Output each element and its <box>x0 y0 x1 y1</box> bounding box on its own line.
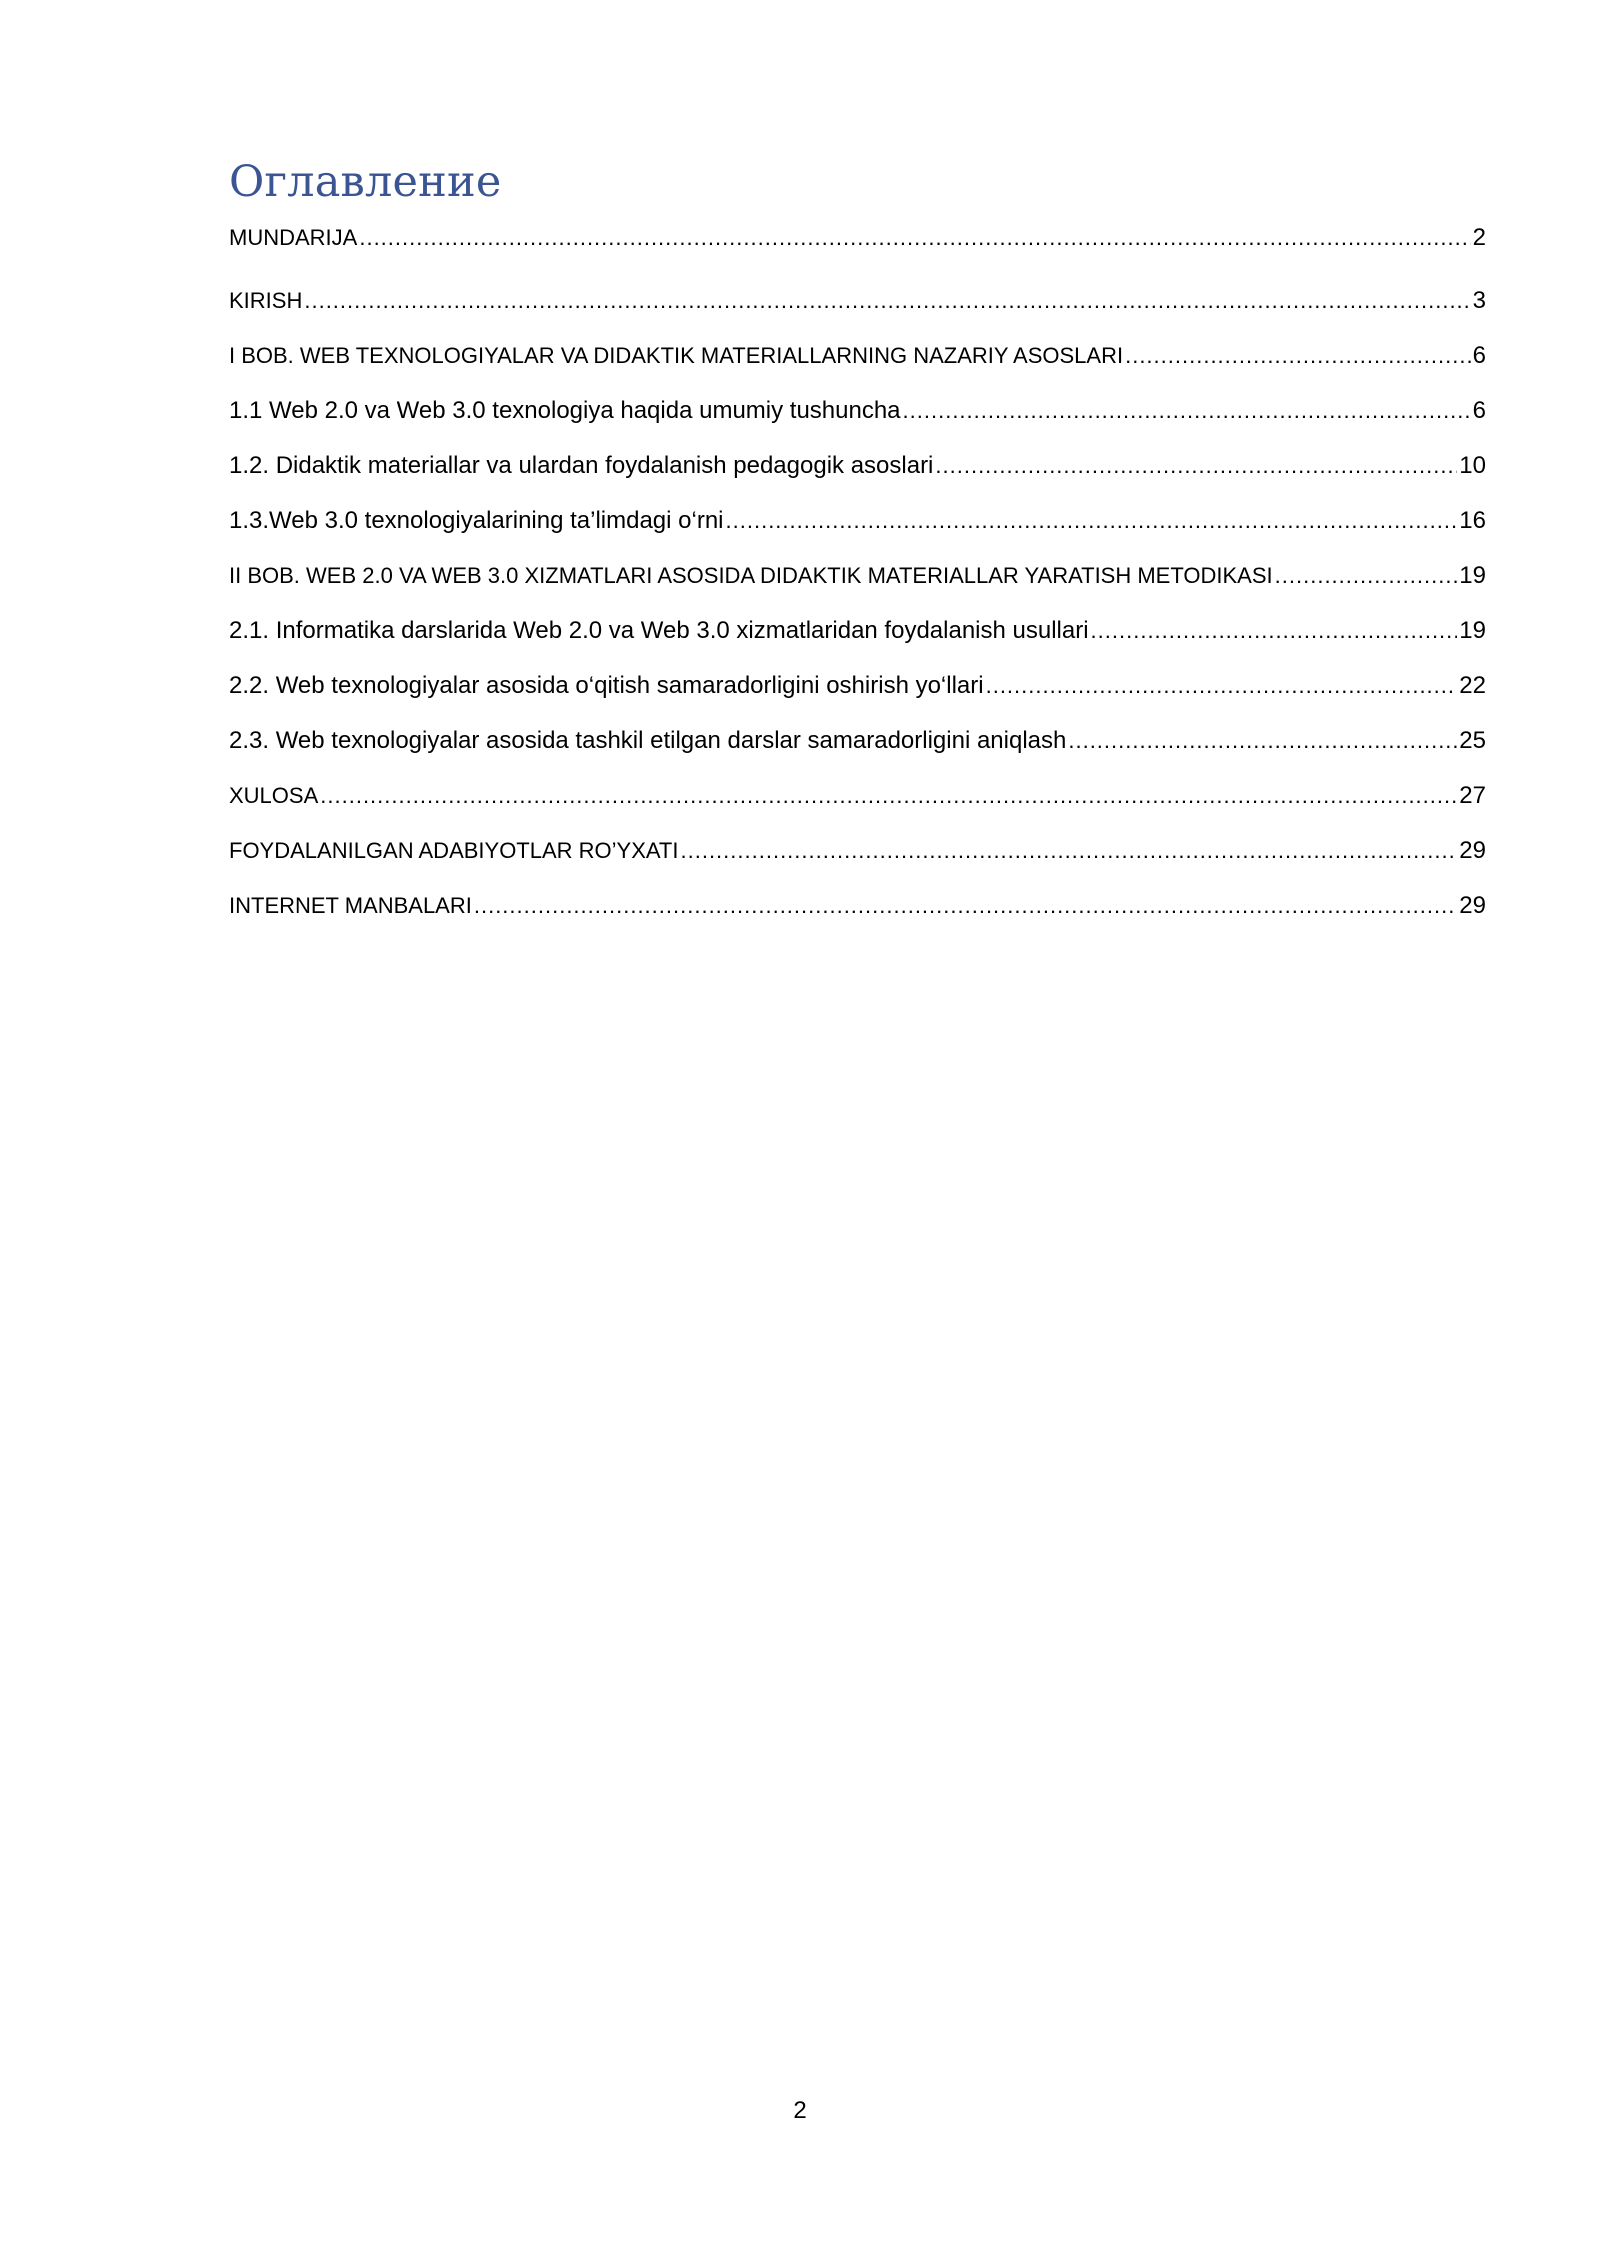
toc-entry-page: 29 <box>1459 892 1486 919</box>
toc-entry-page: 6 <box>1472 397 1486 424</box>
toc-list <box>229 218 1486 933</box>
toc-entry-page: 27 <box>1459 782 1486 809</box>
toc-entry-text: FOYDALANILGAN ADABIYOTLAR RO’YXATI <box>229 838 679 863</box>
toc-entry-section-1-1[interactable] <box>229 383 1486 438</box>
toc-entry-section-2-2[interactable] <box>229 658 1486 713</box>
table-of-contents <box>229 152 1486 933</box>
toc-entry-page: 2 <box>1472 224 1486 251</box>
toc-dot-leader <box>320 768 1457 823</box>
toc-entry-chapter-2[interactable] <box>229 548 1486 603</box>
toc-entry-mundarija[interactable] <box>229 218 1486 258</box>
toc-dot-leader <box>986 658 1458 713</box>
toc-entry-text: MUNDARIJA <box>229 225 358 250</box>
toc-entry-page: 6 <box>1472 342 1486 369</box>
toc-entry-text: 1.1 Web 2.0 va Web 3.0 texnologiya haqida umumiy tushuncha <box>229 397 901 424</box>
toc-entry-page: 22 <box>1459 672 1486 699</box>
toc-entry-page: 3 <box>1472 287 1486 314</box>
page-number: 2 <box>793 2097 807 2124</box>
toc-dot-leader <box>1068 713 1457 768</box>
toc-dot-leader <box>359 218 1470 258</box>
toc-dot-leader <box>474 878 1457 933</box>
toc-title: Оглавление <box>229 157 502 207</box>
toc-dot-leader <box>681 823 1458 878</box>
toc-entry-references[interactable] <box>229 823 1486 878</box>
toc-dot-leader <box>726 493 1458 548</box>
toc-entry-xulosa[interactable] <box>229 768 1486 823</box>
toc-dot-leader <box>1125 328 1471 383</box>
toc-entry-text: KIRISH <box>229 288 303 313</box>
toc-entry-text: 2.1. Informatika darslarida Web 2.0 va Web 3.0 xizmatlaridan foydalanish usullari <box>229 617 1089 644</box>
toc-entry-page: 19 <box>1459 562 1486 589</box>
toc-entry-text: I BOB. WEB TEXNOLOGIYALAR VA DIDAKTIK MATERIALLARNING NAZARIY ASOSLARI <box>229 343 1124 368</box>
toc-entry-text: 1.2. Didaktik materiallar va ulardan foydalanish pedagogik asoslari <box>229 452 934 479</box>
toc-entry-page: 19 <box>1459 617 1486 644</box>
toc-entry-section-1-3[interactable] <box>229 493 1486 548</box>
toc-dot-leader <box>935 438 1457 493</box>
toc-entry-text: 1.3.Web 3.0 texnologiyalarining ta’limdagi o‘rni <box>229 507 724 534</box>
toc-entry-internet-sources[interactable] <box>229 878 1486 933</box>
toc-entry-chapter-1[interactable] <box>229 328 1486 383</box>
toc-entry-text: INTERNET MANBALARI <box>229 893 472 918</box>
toc-entry-section-1-2[interactable] <box>229 438 1486 493</box>
toc-entry-text: II BOB. WEB 2.0 VA WEB 3.0 XIZMATLARI ASOSIDA DIDAKTIK MATERIALLAR YARATISH METODIKASI <box>229 563 1273 588</box>
toc-entry-page: 25 <box>1459 727 1486 754</box>
toc-dot-leader <box>1091 603 1458 658</box>
toc-entry-kirish[interactable] <box>229 273 1486 328</box>
toc-entry-text: 2.2. Web texnologiyalar asosida o‘qitish samaradorligini oshirish yo‘llari <box>229 672 984 699</box>
toc-dot-leader <box>1275 548 1458 603</box>
toc-dot-leader <box>903 383 1471 438</box>
toc-entry-section-2-3[interactable] <box>229 713 1486 768</box>
toc-entry-text: 2.3. Web texnologiyalar asosida tashkil etilgan darslar samaradorligini aniqlash <box>229 727 1067 754</box>
toc-entry-text: XULOSA <box>229 783 319 808</box>
toc-dot-leader <box>304 273 1470 328</box>
toc-entry-section-2-1[interactable] <box>229 603 1486 658</box>
toc-entry-page: 10 <box>1459 452 1486 479</box>
toc-entry-page: 29 <box>1459 837 1486 864</box>
toc-entry-page: 16 <box>1459 507 1486 534</box>
